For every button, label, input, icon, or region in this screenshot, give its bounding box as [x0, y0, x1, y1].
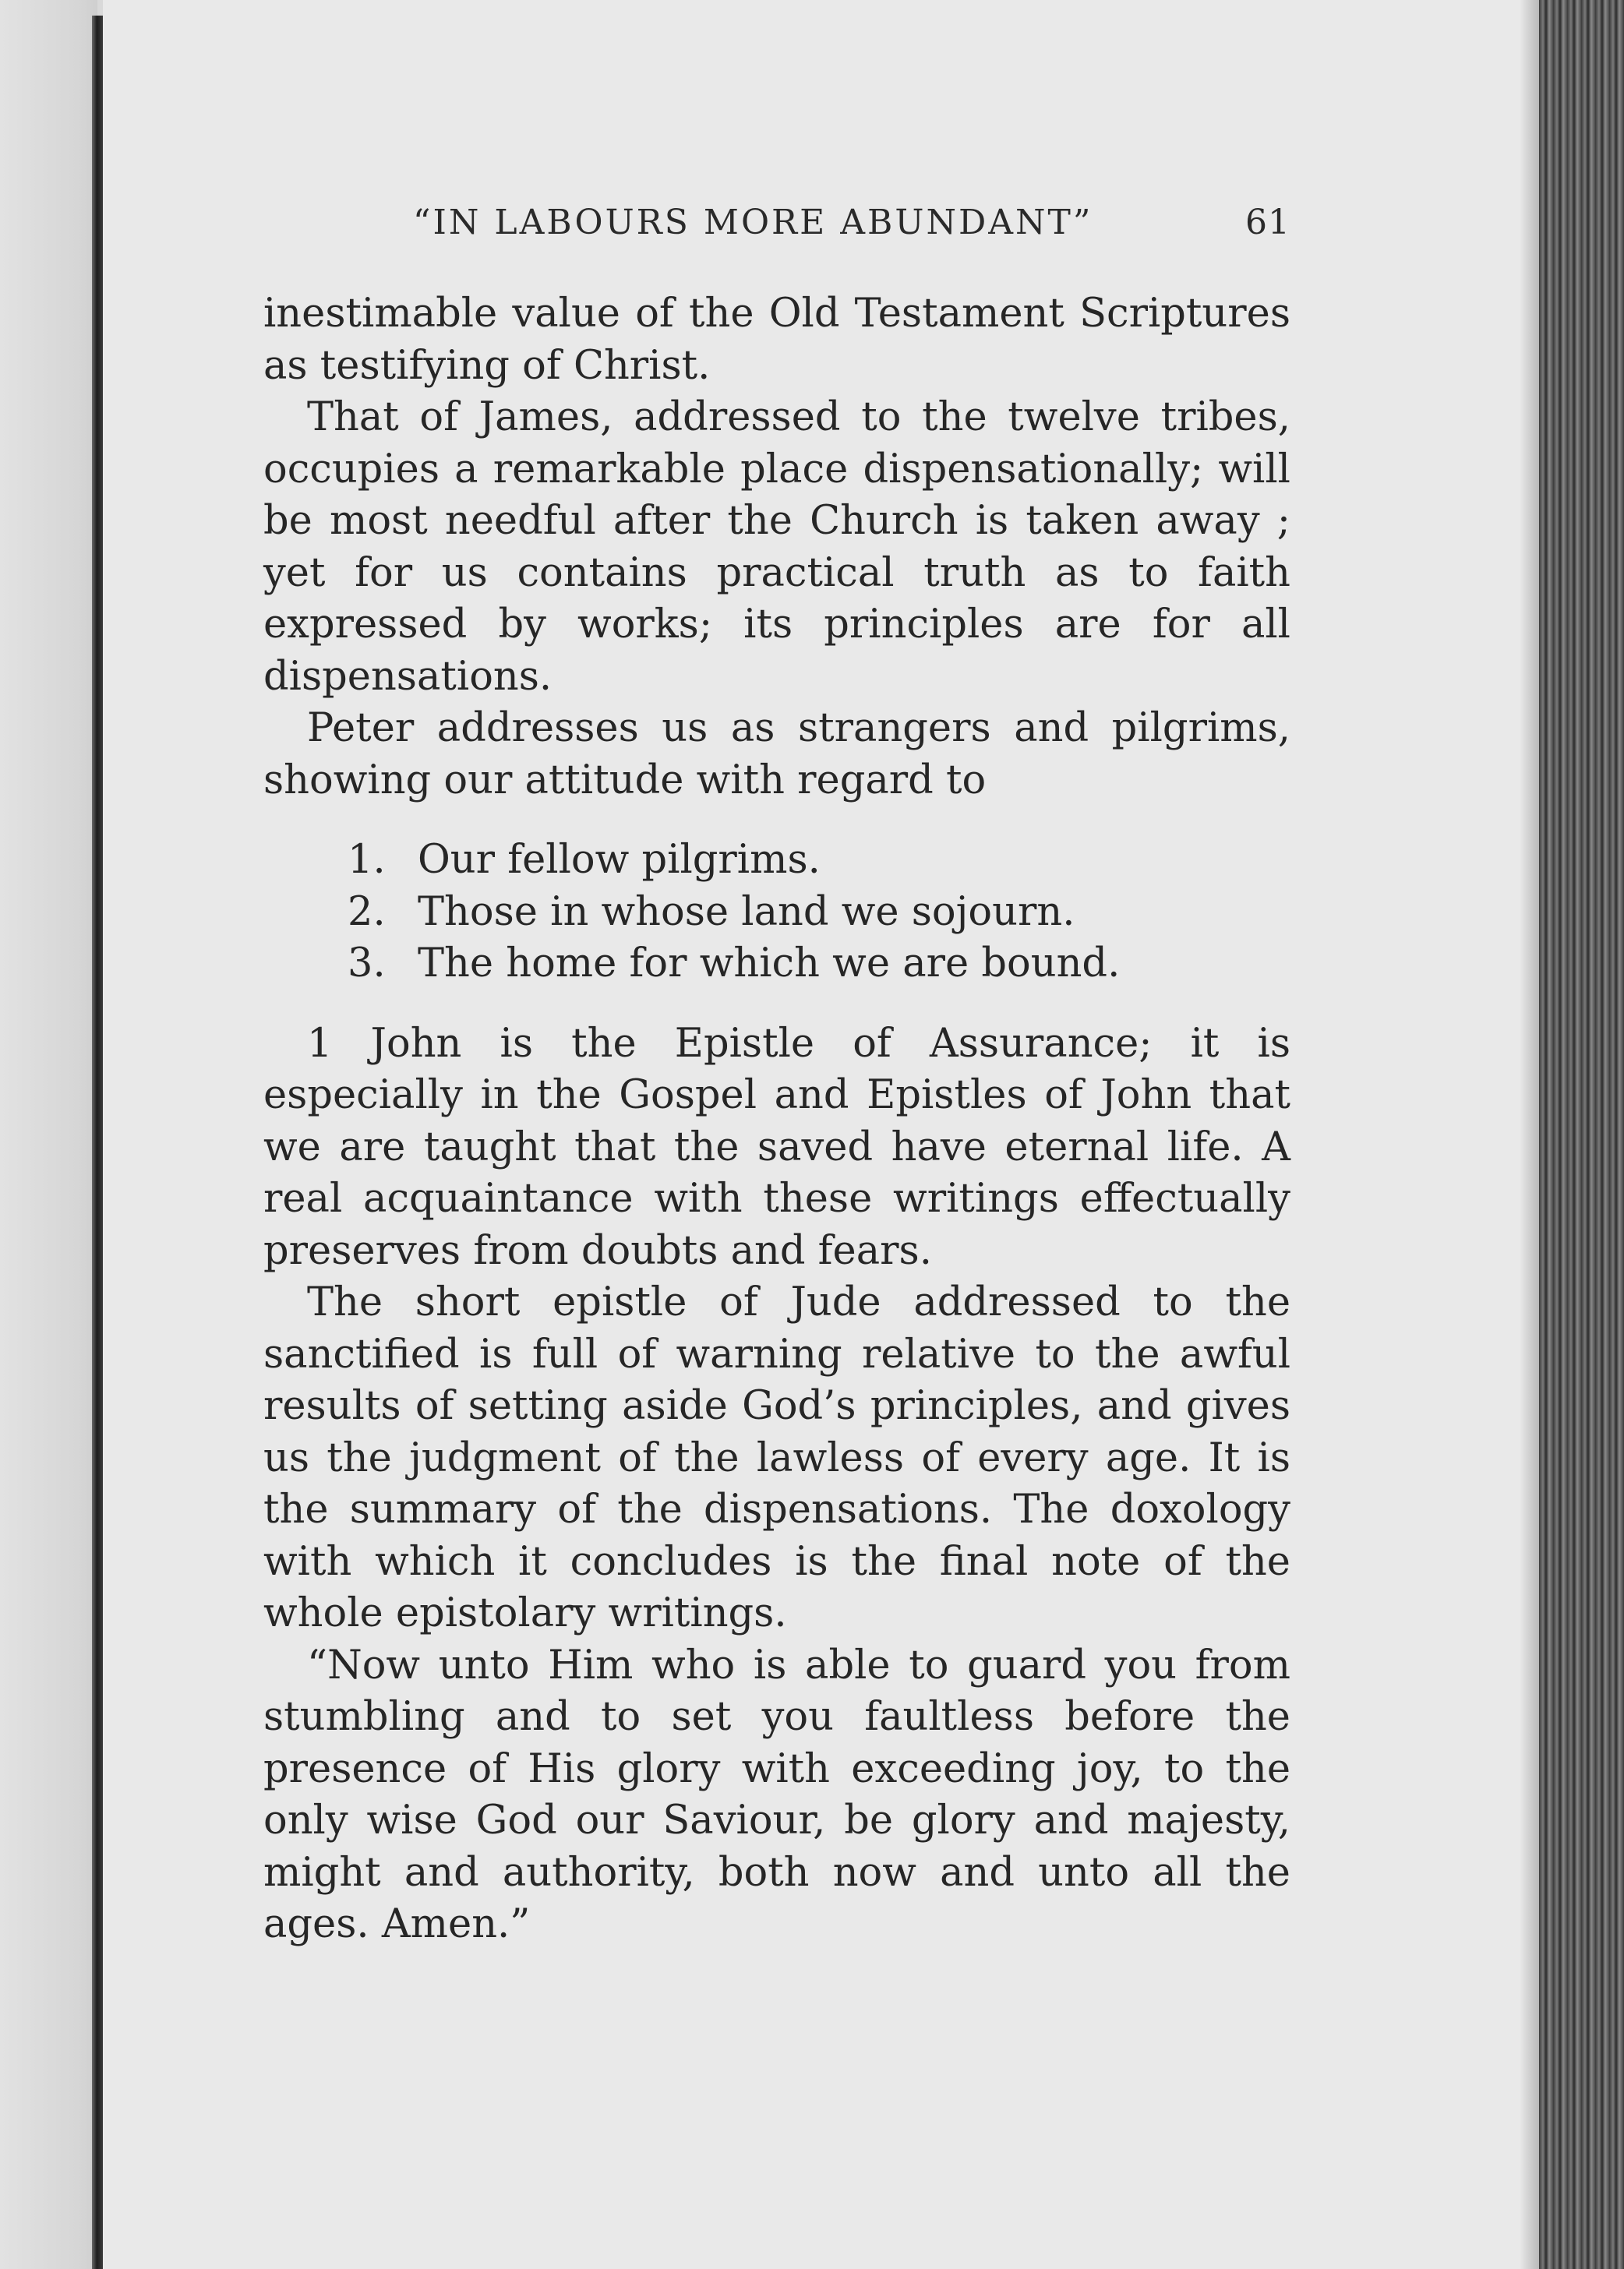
stacked-page-edges — [1539, 0, 1624, 2269]
list-number: 1. — [348, 837, 386, 883]
running-header — [413, 203, 1290, 249]
paragraph: inestimable value of the Old Testament Scriptures as testifying of Christ. — [263, 291, 1290, 389]
list-item — [348, 887, 1290, 939]
list-text: Those in whose land we sojourn. — [418, 888, 1075, 935]
list-number: 2. — [348, 888, 386, 935]
list-item — [348, 938, 1290, 990]
page-body — [263, 288, 1290, 1951]
paragraph: Peter addresses us as strangers and pilgrims, showing our attitude with regard to — [263, 705, 1290, 803]
previous-page-margin — [0, 0, 97, 2269]
binding-edge — [92, 16, 103, 2269]
list-number: 3. — [348, 940, 386, 986]
paragraph: “Now unto Him who is able to guard you from stumbling and to set you faultless before the presence of His glory with exceeding joy, to the only wise God our Saviour, be glory and majesty, might and authority, both now and unto all the ages. Amen.” — [263, 1642, 1290, 1947]
page-number: 61 — [1245, 203, 1290, 242]
numbered-list — [263, 835, 1290, 990]
running-title: “IN LABOURS MORE ABUNDANT” — [413, 203, 1093, 242]
list-text: Our fellow pilgrims. — [418, 837, 821, 883]
list-text: The home for which we are bound. — [418, 940, 1121, 986]
paragraph: 1 John is the Epistle of Assurance; it is especially in the Gospel and Epistles of John that we are taught that the saved have eternal life. A real acquaintance with these writings effectually preserves from doubts and fears. — [263, 1020, 1290, 1274]
paragraph: The short epistle of Jude addressed to the sanctified is full of warning relative to the awful results of setting aside God’s principles, and gives us the judgment of the lawless of every age. It is the summary of the dispensations. The doxology with which it concludes is the final note of the whole epistolary writings. — [263, 1279, 1290, 1636]
paragraph: That of James, addressed to the twelve tribes, occupies a remarkable place dispensationally; will be most needful after the Church is taken away ; yet for us contains practical truth as to faith expressed by works; its principles are for all dispensations. — [263, 394, 1290, 700]
list-item — [348, 835, 1290, 887]
